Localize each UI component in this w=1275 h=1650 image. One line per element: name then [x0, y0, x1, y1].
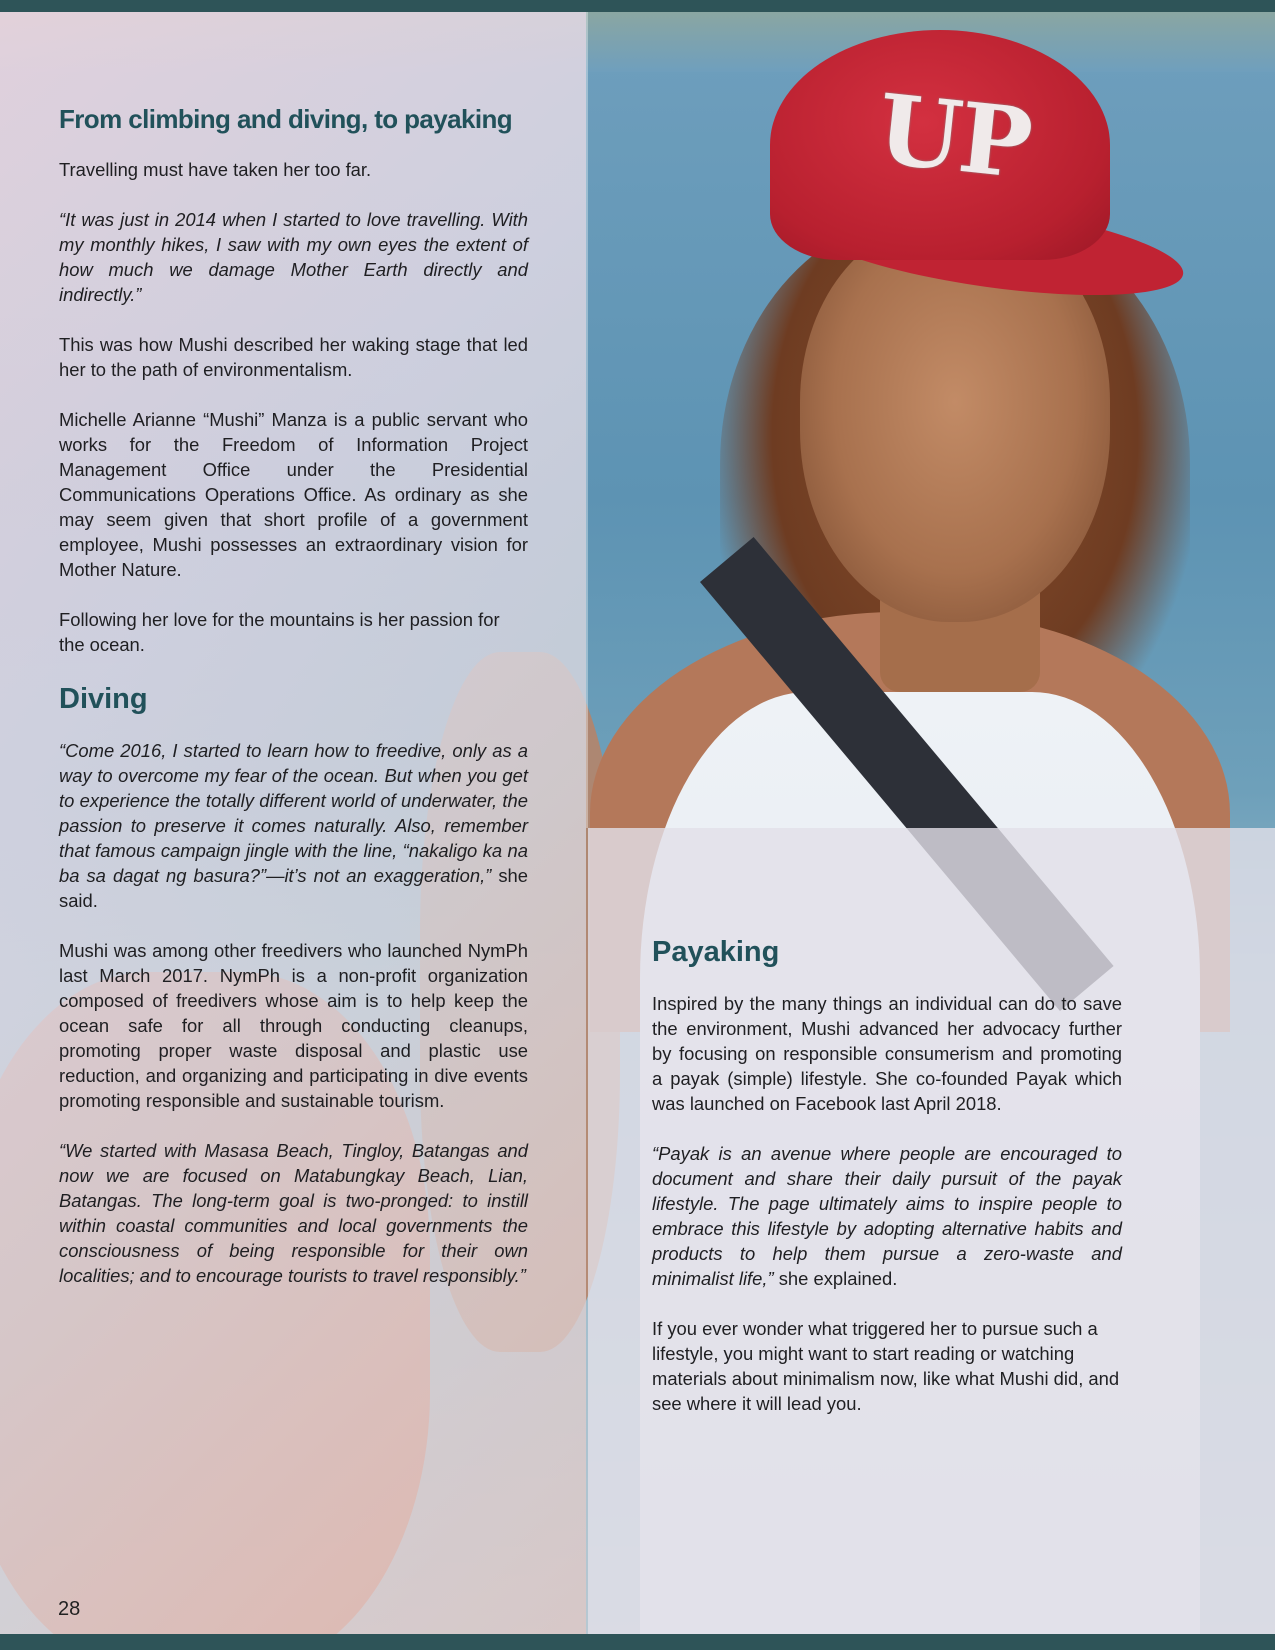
diving-quote-paragraph: [59, 738, 528, 913]
right-column: [652, 936, 1122, 1441]
cap-logo: UP: [872, 72, 1036, 201]
page-number: 28: [58, 1598, 81, 1620]
nymph-paragraph: Mushi was among other freedivers who launched NymPh last March 2017. NymPh is a non-profit organization composed of freedivers whose aim is to help keep the ocean safe for all through conducting cleanups, promoting proper waste disposal and plastic use reduction, and organizing and participating in dive events promoting responsible and sustainable tourism.: [59, 940, 528, 1111]
diving-heading: Diving: [59, 683, 148, 715]
profile-paragraph: Michelle Arianne “Mushi” Manza is a public servant who works for the Freedom of Information Project Management Office under the Presidential Communications Operations Office. As ordinary as she may seem given that short profile of a government employee, Mushi possesses an extraordinary vision for Mother Nature.: [59, 409, 528, 580]
top-border-bar: [0, 0, 1275, 12]
payak-quote-paragraph: [652, 1141, 1122, 1291]
diving-quote-attribution: she said.: [59, 865, 528, 911]
payak-quote: “Payak is an avenue where people are encouraged to document and share their daily pursuit of the payak lifestyle. The page ultimately aims to inspire people to embrace this lifestyle by adopting alternative habits and products to help them pursue a zero-waste and minimalist life,”: [652, 1143, 1122, 1289]
diving-quote: “Come 2016, I started to learn how to freedive, only as a way to overcome my fear of the ocean. But when you get to experience the totally different world of underwater, the passion to preserve it comes naturally. Also, remember that famous campaign jingle with the line, “nakaligo ka na ba sa dagat ng basura?”—it’s not an exaggeration,”: [59, 740, 528, 886]
article-heading: From climbing and diving, to payaking: [59, 104, 513, 134]
goal-quote: “We started with Masasa Beach, Tingloy, Batangas and now we are focused on Matabungkay Beach, Lian, Batangas. The long-term goal is two-pronged: to instill within coastal communities and local governments the consciousness of being responsible for their own localities; and to encourage tourists to travel responsibly.”: [59, 1140, 528, 1286]
column-divider: [586, 12, 588, 828]
intro-paragraph: Travelling must have taken her too far.: [59, 159, 372, 180]
bottom-border-bar: [0, 1634, 1275, 1650]
payak-intro-paragraph: Inspired by the many things an individual can do to save the environment, Mushi advanced her advocacy further by focusing on responsible consumerism and promoting a payak (simple) lifestyle. She co-founded Payak which was launched on Facebook last April 2018.: [652, 993, 1122, 1114]
minimalism-paragraph: If you ever wonder what triggered her to pursue such a lifestyle, you might want to start reading or watching materials about minimalism now, like what Mushi did, and see where it will lead you.: [652, 1318, 1120, 1414]
waking-stage-paragraph: This was how Mushi described her waking stage that led her to the path of environmentalism.: [59, 334, 528, 380]
payaking-heading: Payaking: [652, 936, 780, 968]
payak-quote-attribution: she explained.: [773, 1268, 898, 1289]
ocean-passion-paragraph: Following her love for the mountains is her passion for the ocean.: [59, 609, 500, 655]
left-column: [59, 104, 528, 1313]
travel-quote: “It was just in 2014 when I started to love travelling. With my monthly hikes, I saw with my own eyes the extent of how much we damage Mother Earth directly and indirectly.”: [59, 209, 528, 305]
